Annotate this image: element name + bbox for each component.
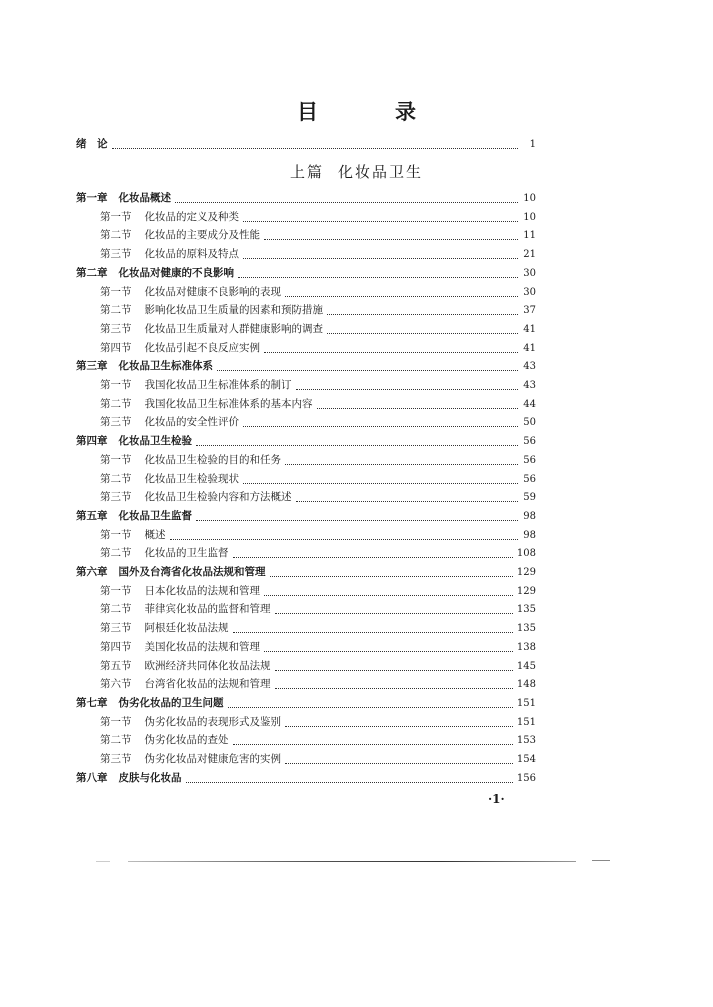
- section-page: 21: [523, 249, 536, 260]
- part-heading: [0, 161, 713, 182]
- section-page: 151: [516, 717, 536, 728]
- toc-section[interactable]: [100, 209, 536, 226]
- toc-section[interactable]: [100, 545, 536, 562]
- section-page: 135: [516, 623, 536, 634]
- section-title: 化妆品对健康不良影响的表现: [144, 286, 281, 298]
- scan-edge-line: [128, 861, 576, 862]
- scan-mark: [592, 860, 610, 861]
- dot-leader: [217, 369, 518, 371]
- section-page: 41: [523, 324, 536, 335]
- section-page: 43: [523, 380, 536, 391]
- dot-leader: [243, 220, 518, 222]
- section-page: 135: [516, 604, 536, 615]
- dot-leader: [285, 762, 513, 764]
- section-number: 第一节: [100, 286, 132, 298]
- section-title: 概述: [144, 529, 166, 541]
- toc-section[interactable]: [100, 732, 536, 749]
- intro-page: 1: [529, 139, 536, 150]
- chapter-page: 129: [516, 567, 536, 578]
- section-number: 第三节: [100, 323, 132, 335]
- section-number: 第六节: [100, 678, 132, 690]
- section-page: 11: [523, 230, 536, 241]
- toc-section[interactable]: [100, 676, 536, 693]
- section-title: 阿根廷化妆品法规: [144, 622, 229, 634]
- dot-leader: [296, 388, 519, 390]
- section-number: 第二节: [100, 603, 132, 615]
- chapter-title: 皮肤与化妆品: [118, 772, 182, 784]
- section-number: 第二节: [100, 229, 132, 241]
- section-page: 10: [523, 212, 536, 223]
- section-title: 化妆品卫生检验现状: [144, 473, 239, 485]
- toc-section[interactable]: [100, 658, 536, 675]
- section-title: 影响化妆品卫生质量的因素和预防措施: [144, 304, 323, 316]
- section-number: 第一节: [100, 211, 132, 223]
- section-title: 我国化妆品卫生标准体系的制订: [144, 379, 292, 391]
- toc-chapter[interactable]: [76, 564, 536, 581]
- chapter-number: 第一章: [76, 192, 108, 204]
- toc-section[interactable]: [100, 302, 536, 319]
- section-title: 化妆品引起不良反应实例: [144, 342, 260, 354]
- part-title: 化妆品卫生: [338, 163, 424, 181]
- section-page: 41: [523, 343, 536, 354]
- section-title: 菲律宾化妆品的监督和管理: [144, 603, 271, 615]
- section-page: 37: [523, 305, 536, 316]
- toc-section[interactable]: [100, 601, 536, 618]
- toc-chapter[interactable]: [76, 190, 536, 207]
- chapter-title: 化妆品卫生检验: [118, 435, 192, 447]
- section-title: 化妆品的卫生监督: [144, 547, 229, 559]
- dot-leader: [264, 594, 513, 596]
- section-title: 欧洲经济共同体化妆品法规: [144, 660, 271, 672]
- dot-leader: [264, 238, 518, 240]
- section-number: 第二节: [100, 734, 132, 746]
- section-number: 第五节: [100, 660, 132, 672]
- section-number: 第一节: [100, 716, 132, 728]
- toc-chapter[interactable]: [76, 695, 536, 712]
- toc-chapter[interactable]: [76, 265, 536, 282]
- toc-section[interactable]: [100, 340, 536, 357]
- chapter-page: 56: [523, 436, 536, 447]
- dot-leader: [243, 482, 518, 484]
- chapter-page: 156: [516, 773, 536, 784]
- dot-leader: [285, 725, 513, 727]
- toc-section[interactable]: [100, 284, 536, 301]
- section-page: 44: [523, 399, 536, 410]
- section-title: 台湾省化妆品的法规和管理: [144, 678, 271, 690]
- dot-leader: [270, 575, 513, 577]
- section-title: 伪劣化妆品对健康危害的实例: [144, 753, 281, 765]
- chapter-page: 30: [523, 268, 536, 279]
- dot-leader: [275, 669, 513, 671]
- dot-leader: [233, 631, 513, 633]
- section-page: 108: [516, 548, 536, 559]
- toc-section[interactable]: [100, 414, 536, 431]
- section-title: 伪劣化妆品的查处: [144, 734, 229, 746]
- section-title: 我国化妆品卫生标准体系的基本内容: [144, 398, 313, 410]
- dot-leader: [243, 257, 518, 259]
- section-number: 第三节: [100, 248, 132, 260]
- section-title: 化妆品的主要成分及性能: [144, 229, 260, 241]
- dot-leader: [196, 444, 518, 446]
- section-number: 第三节: [100, 416, 132, 428]
- toc-section[interactable]: [100, 227, 536, 244]
- toc-chapter[interactable]: [76, 433, 536, 450]
- toc-section[interactable]: [100, 751, 536, 768]
- toc-section[interactable]: [100, 489, 536, 506]
- section-number: 第四节: [100, 342, 132, 354]
- toc-chapter[interactable]: [76, 508, 536, 525]
- section-page: 59: [523, 492, 536, 503]
- section-page: 30: [523, 287, 536, 298]
- section-title: 化妆品卫生检验的目的和任务: [144, 454, 281, 466]
- dot-leader: [317, 407, 519, 409]
- scan-mark: [96, 861, 110, 862]
- toc-chapter[interactable]: [76, 770, 536, 787]
- toc-section[interactable]: [100, 396, 536, 413]
- chapter-number: 第八章: [76, 772, 108, 784]
- toc-section[interactable]: [100, 714, 536, 731]
- chapter-title: 国外及台湾省化妆品法规和管理: [118, 566, 266, 578]
- dot-leader: [233, 743, 513, 745]
- section-page: 148: [516, 679, 536, 690]
- dot-leader: [243, 425, 518, 427]
- chapter-title: 伪劣化妆品的卫生问题: [118, 697, 224, 709]
- toc-section[interactable]: [100, 377, 536, 394]
- toc-section[interactable]: [100, 471, 536, 488]
- dot-leader: [275, 612, 513, 614]
- dot-leader: [228, 706, 513, 708]
- dot-leader: [170, 538, 519, 540]
- section-page: 154: [516, 754, 536, 765]
- section-number: 第二节: [100, 304, 132, 316]
- dot-leader: [112, 147, 519, 149]
- dot-leader: [175, 201, 518, 203]
- chapter-number: 第三章: [76, 360, 108, 372]
- chapter-page: 10: [523, 193, 536, 204]
- chapter-page: 98: [523, 511, 536, 522]
- dot-leader: [233, 556, 513, 558]
- toc-section[interactable]: [100, 527, 536, 544]
- chapter-title: 化妆品卫生标准体系: [118, 360, 213, 372]
- section-title: 日本化妆品的法规和管理: [144, 585, 260, 597]
- section-title: 化妆品的定义及种类: [144, 211, 239, 223]
- toc-chapter[interactable]: [76, 358, 536, 375]
- chapter-title: 化妆品卫生监督: [118, 510, 192, 522]
- dot-leader: [285, 463, 518, 465]
- toc-section[interactable]: [100, 246, 536, 263]
- toc-intro[interactable]: [76, 136, 536, 153]
- chapter-number: 第五章: [76, 510, 108, 522]
- dot-leader: [285, 295, 518, 297]
- dot-leader: [327, 332, 518, 334]
- toc-section[interactable]: [100, 620, 536, 637]
- toc-section[interactable]: [100, 639, 536, 656]
- section-title: 化妆品卫生检验内容和方法概述: [144, 491, 292, 503]
- dot-leader: [186, 781, 513, 783]
- section-number: 第一节: [100, 585, 132, 597]
- section-page: 56: [523, 455, 536, 466]
- section-title: 化妆品卫生质量对人群健康影响的调查: [144, 323, 323, 335]
- section-number: 第一节: [100, 379, 132, 391]
- section-number: 第二节: [100, 398, 132, 410]
- chapter-number: 第六章: [76, 566, 108, 578]
- toc-section[interactable]: [100, 321, 536, 338]
- page-title: 目 录: [297, 100, 444, 124]
- dot-leader: [296, 500, 519, 502]
- section-number: 第一节: [100, 454, 132, 466]
- section-number: 第三节: [100, 622, 132, 634]
- section-page: 50: [523, 417, 536, 428]
- dot-leader: [275, 687, 513, 689]
- section-number: 第二节: [100, 547, 132, 559]
- intro-label: 绪 论: [76, 138, 108, 150]
- dot-leader: [327, 313, 518, 315]
- chapter-number: 第四章: [76, 435, 108, 447]
- toc-section[interactable]: [100, 583, 536, 600]
- section-number: 第三节: [100, 491, 132, 503]
- footer-page-number: ·1·: [488, 792, 505, 806]
- dot-leader: [196, 519, 518, 521]
- section-page: 129: [516, 586, 536, 597]
- section-number: 第四节: [100, 641, 132, 653]
- section-number: 第三节: [100, 753, 132, 765]
- section-number: 第二节: [100, 473, 132, 485]
- chapter-page: 151: [516, 698, 536, 709]
- chapter-number: 第二章: [76, 267, 108, 279]
- section-title: 化妆品的原料及特点: [144, 248, 239, 260]
- section-number: 第一节: [100, 529, 132, 541]
- dot-leader: [264, 351, 518, 353]
- dot-leader: [264, 650, 513, 652]
- part-prefix: 上篇: [289, 163, 324, 181]
- section-page: 138: [516, 642, 536, 653]
- section-title: 伪劣化妆品的表现形式及鉴别: [144, 716, 281, 728]
- section-page: 153: [516, 735, 536, 746]
- chapter-title: 化妆品对健康的不良影响: [118, 267, 234, 279]
- section-title: 美国化妆品的法规和管理: [144, 641, 260, 653]
- chapter-number: 第七章: [76, 697, 108, 709]
- chapter-page: 43: [523, 361, 536, 372]
- dot-leader: [238, 276, 518, 278]
- chapter-title: 化妆品概述: [118, 192, 171, 204]
- toc-section[interactable]: [100, 452, 536, 469]
- section-page: 56: [523, 474, 536, 485]
- section-title: 化妆品的安全性评价: [144, 416, 239, 428]
- section-page: 98: [523, 530, 536, 541]
- section-page: 145: [516, 661, 536, 672]
